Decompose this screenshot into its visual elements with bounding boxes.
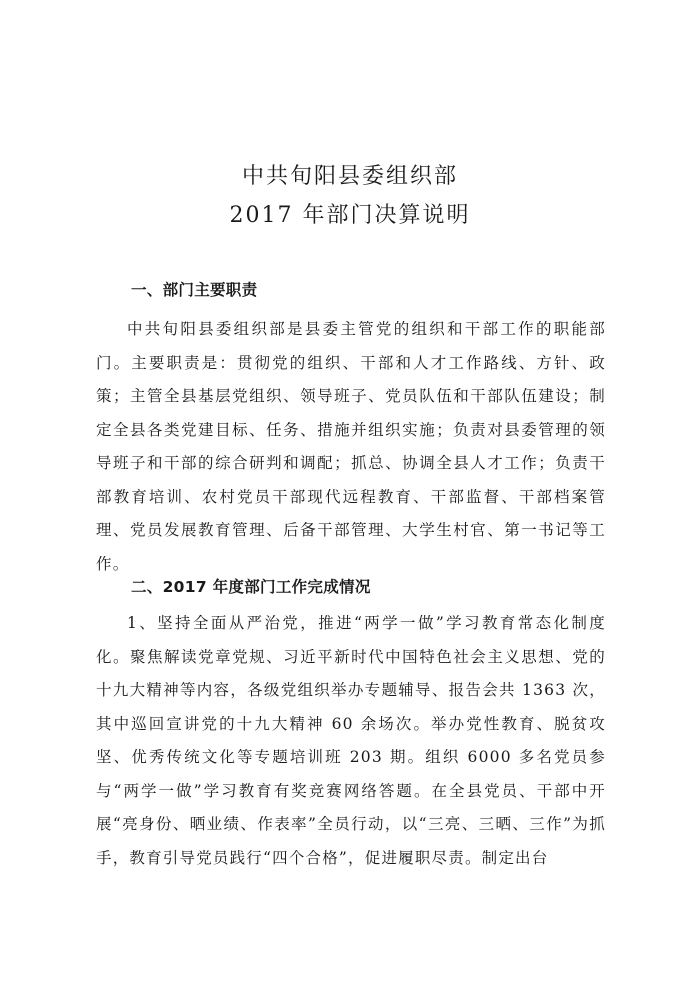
document-title-line1: 中共旬阳县委组织部 [241, 164, 458, 189]
section-paragraph-work-completion: 1、坚持全面从严治党，推进“两学一做”学习教育常态化制度化。聚焦解读党章党规、习近平新时代中国特色社会主义思想、党的十九大精神等内容，各级党组织举办专题辅导、报告会共 1363 次，其中巡回宣讲党的十九大精神 60 余场次。举办党性教育、脱贫攻坚、优秀传统文化等专题培训班 203 期。组织 6000 多名党员参与“两学一做”学习教育有奖竞赛网络答题。在全县党员、干部中开展“亮身份、晒业绩、作表率”全员行动，以“三亮、三晒、三作”为抓手，教育引导党员践行“四个合格”，促进履职尽责。制定出台 [96, 614, 606, 867]
section-heading-work-completion: 二、2017 年度部门工作完成情况 [131, 578, 371, 596]
section-paragraph-duties: 中共旬阳县委组织部是县委主管党的组织和干部工作的职能部门。主要职责是：贯彻党的组织、干部和人才工作路线、方针、政策；主管全县基层党组织、领导班子、党员队伍和干部队伍建设；制定全县各类党建目标、任务、措施并组织实施；负责对县委管理的领导班子和干部的综合研判和调配；抓总、协调全县人才工作；负责干部教育培训、农村党员干部现代远程教育、干部监督、干部档案管理、党员发展教育管理、后备干部管理、大学生村官、第一书记等工作。 [96, 320, 606, 573]
document-title-line2: 2017 年部门决算说明 [229, 203, 471, 228]
section-heading-duties: 一、部门主要职责 [131, 281, 258, 299]
